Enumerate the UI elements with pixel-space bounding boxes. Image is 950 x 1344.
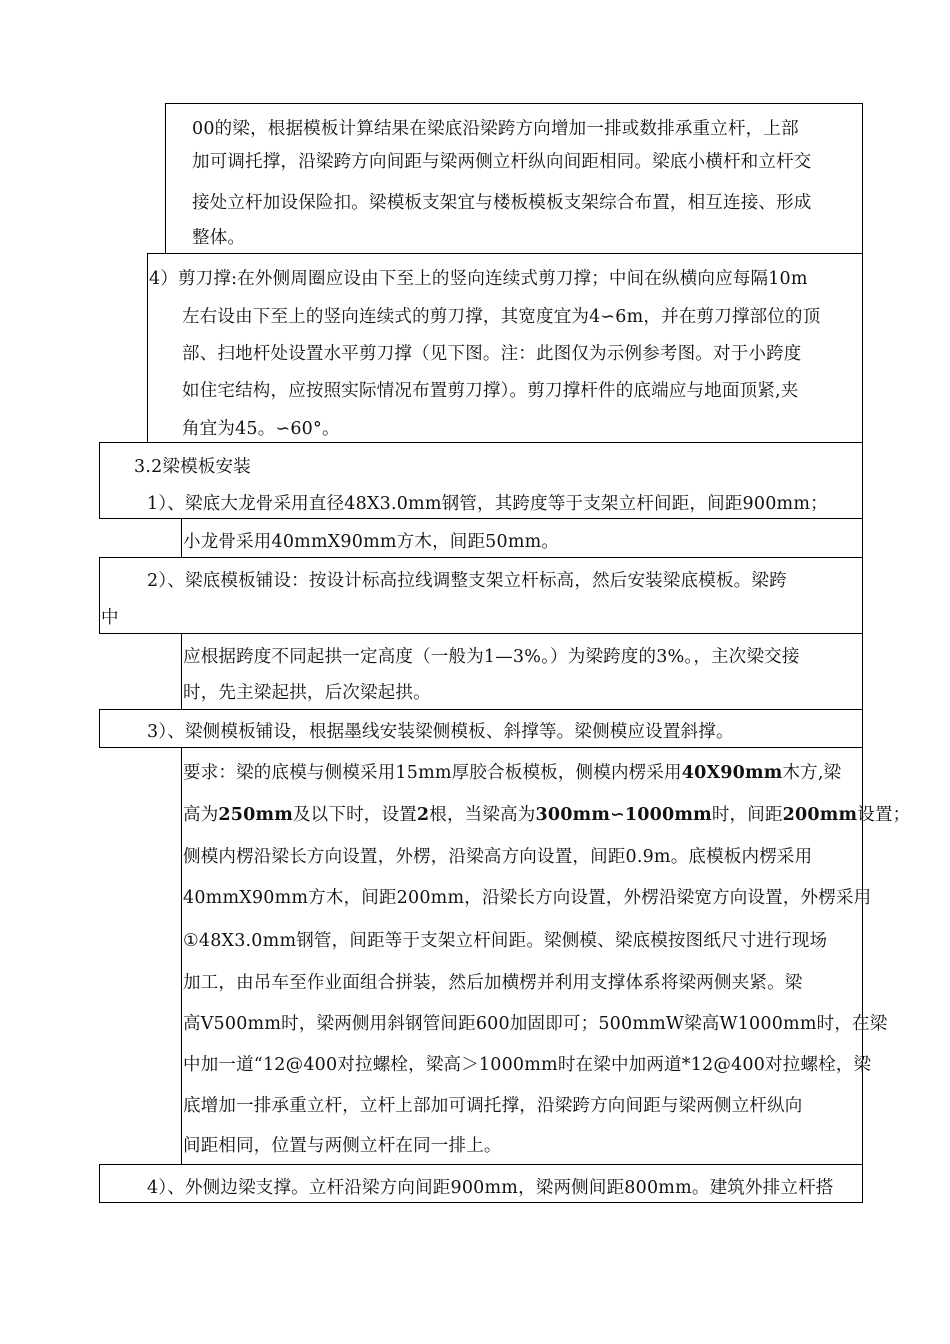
paragraph-line: 接处立杆加设保险扣。梁模板支架宜与楼板模板支架综合布置，相互连接、形成 (192, 193, 812, 213)
paragraph-line: 4）剪刀撑:在外侧周圈应设由下至上的竖向连续式剪刀撑；中间在纵横向应每隔10m (149, 269, 808, 289)
paragraph-line: 时，先主梁起拱，后次梁起拱。 (183, 683, 431, 703)
paragraph-line: 2）、梁底模板铺设：按设计标高拉线调整支架立杆标高，然后安装梁底模板。梁跨 (147, 571, 787, 591)
paragraph-line: 1）、梁底大龙骨采用直径48X3.0mm钢管，其跨度等于支架立杆间距，间距900mm； (147, 494, 828, 514)
paragraph-line: 部、扫地杆处设置水平剪刀撑（见下图。注：此图仅为示例参考图。对于小跨度 (182, 344, 802, 364)
paragraph-line: 00的梁，根据模板计算结果在梁底沿梁跨方向增加一排或数排承重立杆，上部 (192, 119, 799, 139)
paragraph-line: 侧模内楞沿梁长方向设置，外楞，沿梁高方向设置，间距0.9m。底模板内楞采用 (183, 847, 813, 867)
paragraph-line: ①48X3.0mm钢管，间距等于支架立杆间距。梁侧模、梁底模按图纸尺寸进行现场 (183, 931, 828, 951)
paragraph-line: 高V500mm时，梁两侧用斜钢管间距600加固即可；500mmW梁高W1000mm时，在梁 (183, 1014, 888, 1034)
paragraph-line: 中 (101, 608, 119, 628)
paragraph-line: 高为250mm及以下时，设置2根，当梁高为300mm∽1000mm时，间距200mm设置； (183, 805, 911, 825)
paragraph-line: 中加一道“12@400对拉螺栓，梁高＞1000mm时在梁中加两道*12@400对拉螺栓，梁 (183, 1055, 872, 1075)
paragraph-line: 小龙骨采用40mmX90mm方木，间距50mm。 (183, 532, 560, 552)
paragraph-line: 加可调托撑，沿梁跨方向间距与梁两侧立杆纵向间距相同。梁底小横杆和立杆交 (192, 152, 812, 172)
paragraph-line: 间距相同，位置与两侧立杆在同一排上。 (183, 1136, 502, 1156)
paragraph-line: 角宜为45。∽60°。 (182, 419, 340, 439)
paragraph-line: 要求：梁的底模与侧模采用15mm厚胶合板模板，侧模内楞采用40X90mm木方,梁 (183, 763, 842, 783)
paragraph-line: 如住宅结构，应按照实际情况布置剪刀撑）。剪刀撑杆件的底端应与地面顶紧,夹 (182, 381, 799, 401)
paragraph-line: 应根据跨度不同起拱一定高度（一般为1—3%。）为梁跨度的3%。，主次梁交接 (183, 647, 800, 667)
paragraph-line: 3）、梁侧模板铺设，根据墨线安装梁侧模板、斜撑等。梁侧模应设置斜撑。 (147, 722, 734, 742)
paragraph-line: 左右设由下至上的竖向连续式的剪刀撑，其宽度宜为4∽6m，并在剪刀撑部位的顶 (182, 307, 821, 327)
paragraph-line: 整体。 (192, 228, 246, 248)
section-heading: 3.2梁模板安装 (134, 457, 251, 477)
paragraph-line: 加工，由吊车至作业面组合拼装，然后加横楞并利用支撑体系将梁两侧夹紧。梁 (183, 973, 803, 993)
paragraph-line: 4）、外侧边梁支撑。立杆沿梁方向间距900mm，梁两侧间距800mm。建筑外排立杆搭 (147, 1178, 834, 1198)
paragraph-line: 40mmX90mm方木，间距200mm，沿梁长方向设置，外楞沿梁宽方向设置，外楞采用 (183, 888, 872, 908)
paragraph-line: 底增加一排承重立杆，立杆上部加可调托撑，沿梁跨方向间距与梁两侧立杆纵向 (183, 1096, 803, 1116)
